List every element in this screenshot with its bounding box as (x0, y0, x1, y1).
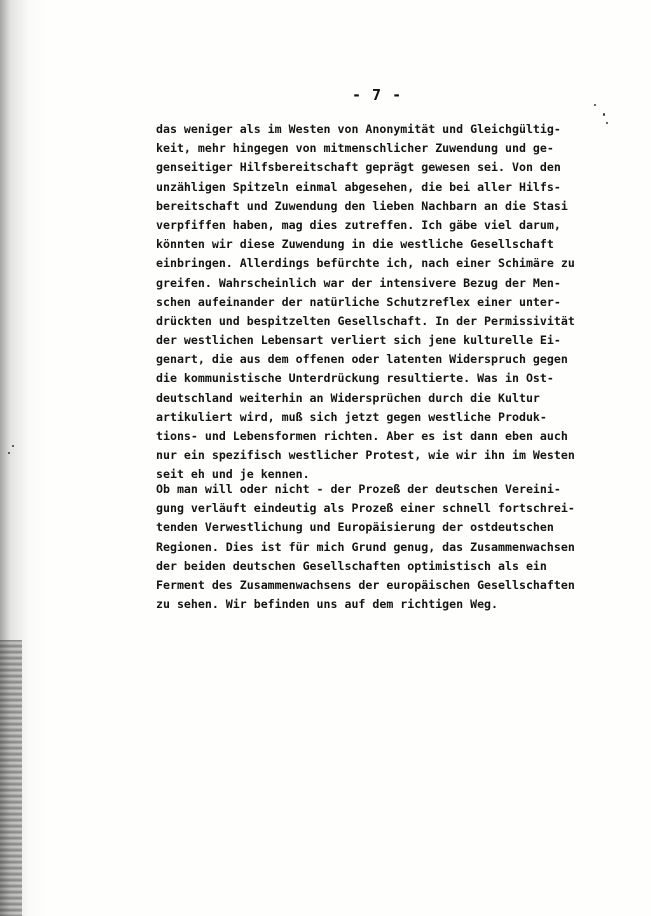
text-line: Ferment des Zusammenwachsens der europäischen Gesellschaften (156, 577, 575, 592)
text-line: verpfiffen haben, mag dies zutreffen. Ich gäbe viel darum, (156, 217, 561, 232)
text-line: bereitschaft und Zuwendung den lieben Nachbarn an die Stasi (156, 198, 568, 213)
text-line: zu sehen. Wir befinden uns auf dem richtigen Weg. (156, 597, 499, 612)
text-line: könnten wir diese Zuwendung in die westliche Gesellschaft (156, 237, 554, 252)
text-line: Regionen. Dies ist für mich Grund genug, das Zusammenwachsen (156, 539, 575, 554)
scan-speck (606, 122, 608, 124)
text-line: drückten und bespitzelten Gesellschaft. In der Permissivität (156, 313, 575, 328)
text-line: artikuliert wird, muß sich jetzt gegen westliche Produk- (156, 409, 547, 424)
text-line: gung verläuft eindeutig als Prozeß einer schnell fortschrei- (156, 501, 575, 516)
paragraph-2 (156, 480, 596, 614)
scan-speck (603, 113, 605, 116)
scan-speck (8, 452, 10, 454)
text-line: greifen. Wahrscheinlich war der intensivere Bezug der Men- (156, 275, 561, 290)
text-line: schen aufeinander der natürliche Schutzreflex einer unter- (156, 294, 561, 309)
text-line: genart, die aus dem offenen oder latenten Widerspruch gegen (156, 352, 568, 367)
text-line: tenden Verwestlichung und Europäisierung der ostdeutschen (156, 520, 554, 535)
text-line: unzähligen Spitzeln einmal abgesehen, die bei aller Hilfs- (156, 179, 561, 194)
text-line: der westlichen Lebensart verliert sich jene kulturelle Ei- (156, 333, 561, 348)
text-line: nur ein spezifisch westlicher Protest, wie wir ihn im Westen (156, 448, 575, 463)
scan-edge-noise (0, 640, 22, 916)
text-line: der beiden deutschen Gesellschaften optimistisch als ein (156, 558, 547, 573)
text-line: seit eh und je kennen. (156, 467, 310, 482)
text-line: genseitiger Hilfsbereitschaft geprägt gewesen sei. Von den (156, 160, 561, 175)
page-number: - 7 - (352, 86, 403, 104)
text-line: das weniger als im Westen von Anonymität und Gleichgültig- (156, 122, 561, 136)
text-line: tions- und Lebensformen richten. Aber es ist dann eben auch (156, 429, 568, 443)
text-line: keit, mehr hingegen von mitmenschlicher Zuwendung und ge- (156, 141, 554, 156)
text-line: einbringen. Allerdings befürchte ich, nach einer Schimäre zu (156, 256, 575, 271)
scan-speck (594, 104, 596, 106)
text-line: Ob man will oder nicht - der Prozeß der deutschen Vereini- (156, 482, 561, 496)
paragraph-1 (156, 120, 596, 485)
scan-speck (12, 445, 14, 447)
text-line: die kommunistische Unterdrückung resultierte. Was in Ost- (156, 371, 554, 386)
text-line: deutschland weiterhin an Widersprüchen durch die Kultur (156, 390, 540, 405)
